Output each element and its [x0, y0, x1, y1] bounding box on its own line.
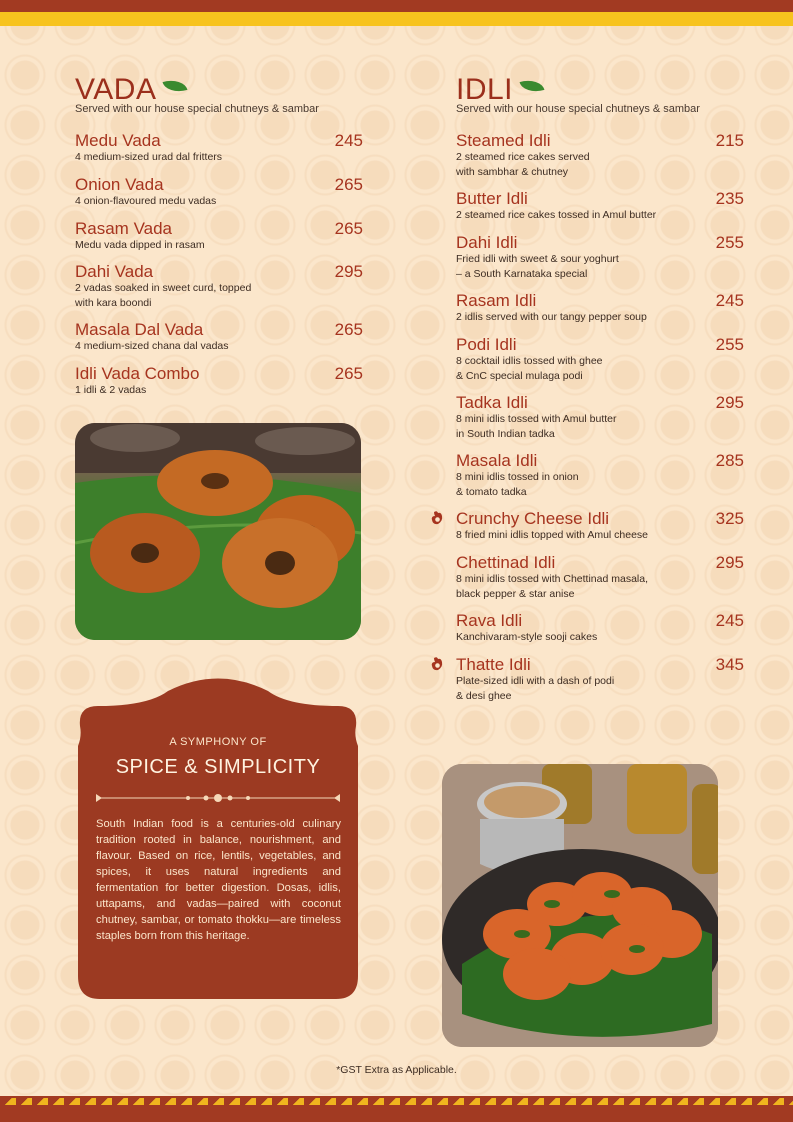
menu-item-description: 8 mini idlis tossed in onion — [456, 471, 579, 483]
menu-item-description: 2 vadas soaked in sweet curd, topped — [75, 282, 252, 294]
menu-item-price: 295 — [715, 393, 744, 412]
idli-illustration — [442, 764, 718, 1047]
menu-item-description: 1 idli & 2 vadas — [75, 384, 147, 396]
chef-special-icon — [430, 656, 444, 672]
gst-footnote: *GST Extra as Applicable. — [336, 1064, 457, 1076]
menu-item — [456, 509, 744, 543]
menu-item-description: 4 medium-sized urad dal fritters — [75, 151, 223, 163]
menu-item-price: 295 — [334, 262, 363, 281]
menu-item-description: & tomato tadka — [456, 486, 527, 498]
story-kicker: A SYMPHONY OF — [169, 736, 267, 748]
menu-item-name: Steamed Idli — [456, 131, 551, 150]
menu-item-name: Dahi Vada — [75, 262, 154, 281]
menu-item-description: 8 mini idlis tossed with Chettinad masala, — [456, 573, 649, 585]
menu-item-name: Masala Dal Vada — [75, 320, 204, 339]
story-card — [78, 676, 358, 999]
menu-item-price: 295 — [715, 553, 744, 572]
story-title: SPICE & SIMPLICITY — [115, 756, 321, 778]
menu-item-price: 245 — [334, 131, 363, 150]
vada-title-text: VADA — [75, 73, 157, 106]
menu-item-description: 8 mini idlis tossed with Amul butter — [456, 413, 617, 425]
menu-item — [456, 189, 744, 223]
bottom-triangle-pattern — [0, 1098, 793, 1105]
menu-item-description: 8 fried mini idlis topped with Amul cheese — [456, 529, 649, 541]
menu-item-price: 255 — [715, 335, 744, 354]
menu-item-name: Crunchy Cheese Idli — [456, 509, 610, 528]
leaf-icon — [520, 76, 545, 95]
menu-item-price: 325 — [715, 509, 744, 528]
menu-item-name: Medu Vada — [75, 131, 161, 150]
menu-item — [456, 553, 744, 602]
menu-item — [75, 131, 363, 165]
menu-item — [456, 291, 744, 325]
leaf-icon — [163, 76, 188, 95]
vada-photo — [75, 423, 361, 640]
top-border-band — [0, 0, 793, 12]
menu-item — [75, 320, 363, 354]
menu-item-name: Rasam Vada — [75, 219, 173, 238]
story-body: South Indian food is a centuries-old culinary tradition rooted in balance, nourishment, and flavour. Based on rice, lentils, vegetables, and spices, it uses natural ingredients and fermentation for better digestion. Dosas, idlis, uttapams, and vadas—paired with coconut chutney, sambar, or tomato thokku—are timeless staples born from this heritage. — [96, 818, 341, 942]
menu-item-price: 235 — [715, 189, 744, 208]
top-gold-band — [0, 12, 793, 26]
menu-item — [456, 335, 744, 384]
menu-item-price: 255 — [715, 233, 744, 252]
menu-item-description: – a South Karnataka special — [456, 268, 588, 280]
menu-item — [456, 655, 744, 704]
menu-item — [75, 262, 363, 311]
menu-item-description: & CnC special mulaga podi — [456, 370, 583, 382]
menu-item-name: Onion Vada — [75, 175, 164, 194]
idli-title-text: IDLI — [456, 73, 514, 106]
menu-item-description: 2 idlis served with our tangy pepper soup — [456, 311, 647, 323]
idli-photo — [442, 764, 718, 1047]
menu-item-price: 215 — [715, 131, 744, 150]
menu-item-description: in South Indian tadka — [456, 428, 555, 440]
menu-item-name: Podi Idli — [456, 335, 517, 354]
menu-item-name: Thatte Idli — [456, 655, 531, 674]
menu-item — [75, 364, 363, 398]
menu-item-name: Tadka Idli — [456, 393, 528, 412]
vada-illustration — [75, 423, 361, 640]
menu-item-name: Rasam Idli — [456, 291, 537, 310]
menu-item-description: black pepper & star anise — [456, 588, 575, 600]
menu-item — [456, 611, 744, 645]
menu-item-description: & desi ghee — [456, 690, 512, 702]
menu-item-description: 8 cocktail idlis tossed with ghee — [456, 355, 603, 367]
menu-item-name: Masala Idli — [456, 451, 538, 470]
menu-item — [456, 393, 744, 442]
menu-item-price: 265 — [334, 364, 363, 383]
menu-item-description: Kanchivaram-style sooji cakes — [456, 631, 598, 643]
menu-item — [75, 175, 363, 209]
menu-item-name: Idli Vada Combo — [75, 364, 200, 383]
menu-item-name: Rava Idli — [456, 611, 523, 630]
menu-item-name: Butter Idli — [456, 189, 528, 208]
menu-item-description: Plate-sized idli with a dash of podi — [456, 675, 615, 687]
idli-section-subtitle: Served with our house special chutneys & sambar — [456, 103, 700, 115]
menu-item-name: Chettinad Idli — [456, 553, 556, 572]
idli-section-title — [456, 75, 543, 105]
menu-item-name: Dahi Idli — [456, 233, 518, 252]
vada-section-title — [75, 75, 186, 105]
menu-item-description: Fried idli with sweet & sour yoghurt — [456, 253, 619, 265]
menu-item-price: 285 — [715, 451, 744, 470]
menu-item-description: with sambhar & chutney — [456, 166, 569, 178]
menu-item-description: 4 onion-flavoured medu vadas — [75, 195, 217, 207]
menu-item-description: 2 steamed rice cakes served — [456, 151, 590, 163]
menu-item — [75, 219, 363, 253]
menu-item-price: 245 — [715, 291, 744, 310]
menu-item — [456, 451, 744, 500]
menu-item-price: 265 — [334, 219, 363, 238]
menu-item — [456, 233, 744, 282]
menu-item-price: 245 — [715, 611, 744, 630]
menu-item-description: 4 medium-sized chana dal vadas — [75, 340, 229, 352]
menu-item-description: with kara boondi — [75, 297, 152, 309]
chef-special-icon — [430, 510, 444, 526]
menu-item-price: 265 — [334, 175, 363, 194]
menu-item-price: 345 — [715, 655, 744, 674]
vada-section-subtitle: Served with our house special chutneys & sambar — [75, 103, 319, 115]
menu-item-price: 265 — [334, 320, 363, 339]
menu-item — [456, 131, 744, 180]
menu-item-description: Medu vada dipped in rasam — [75, 239, 205, 251]
menu-item-description: 2 steamed rice cakes tossed in Amul butter — [456, 209, 657, 221]
